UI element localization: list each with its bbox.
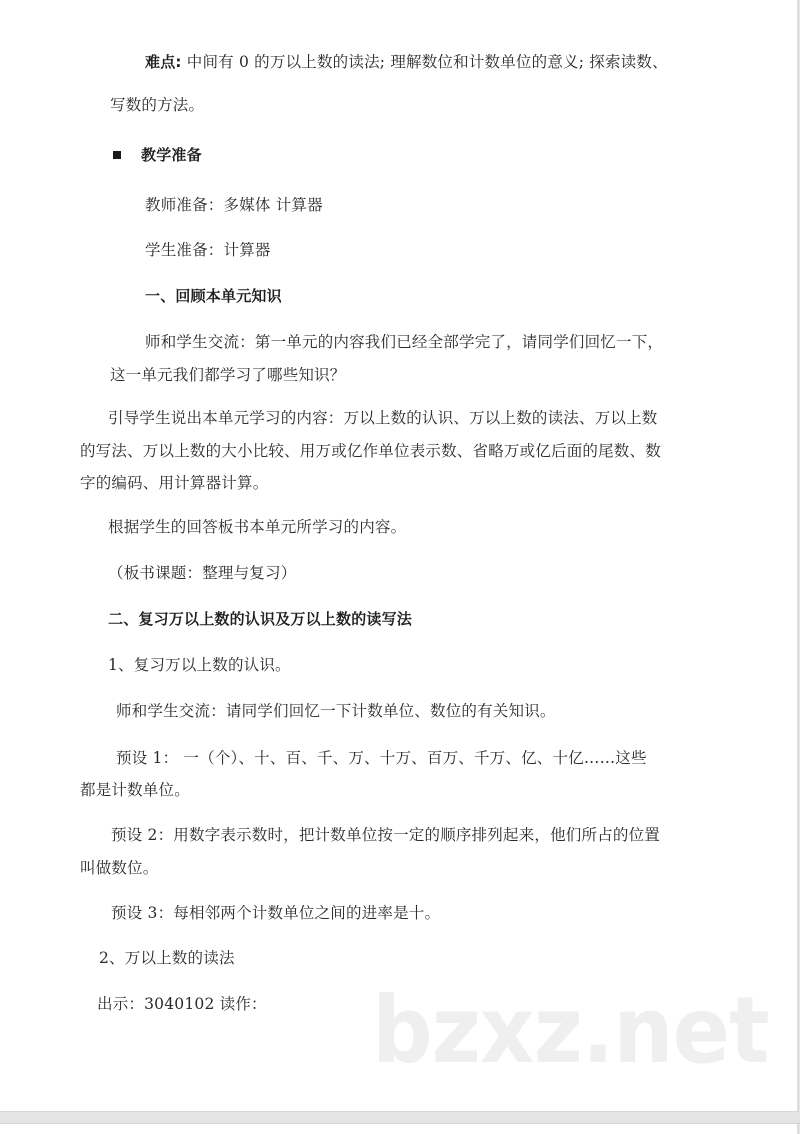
section-two-sub2: 2、万以上数的读法 (99, 949, 235, 967)
section-two-heading: 二、复习万以上数的认识及万以上数的读写法 (108, 610, 413, 628)
board-title: （板书课题：整理与复习） (108, 564, 297, 582)
preset2-line-1: 预设 2：用数字表示数时，把计数单位按一定的顺序排列起来，他们所占的位置 (111, 826, 660, 844)
student-preparation: 学生准备：计算器 (145, 241, 271, 259)
teacher-preparation: 教师准备：多媒体 计算器 (145, 196, 323, 214)
section-one-guide-1: 引导学生说出本单元学习的内容：万以上数的认识、万以上数的读法、万以上数 (108, 409, 658, 427)
preset1-line-2: 都是计数单位。 (80, 781, 190, 799)
section-one-guide-2: 的写法、万以上数的大小比较、用万或亿作单位表示数、省略万或亿后面的尾数、数 (80, 442, 661, 460)
preset2-line-2: 叫做数位。 (80, 859, 159, 877)
board-note: 根据学生的回答板书本单元所学习的内容。 (108, 518, 407, 536)
watermark: bzxz.net (372, 977, 769, 1084)
page-separator (0, 1112, 800, 1124)
difficulty-label: 难点: (145, 53, 182, 71)
preset1-line-1: 预设 1： 一（个）、十、百、千、万、十万、百万、千万、亿、十亿……这些 (116, 749, 647, 767)
section-one-guide-3: 字的编码、用计算器计算。 (80, 474, 269, 492)
preset3: 预设 3：每相邻两个计数单位之间的进率是十。 (111, 904, 441, 922)
next-page-top (0, 1124, 799, 1134)
square-bullet-icon (113, 151, 121, 159)
section-two-sub1: 1、复习万以上数的认识。 (108, 656, 291, 674)
section-one-exchange-2: 这一单元我们都学习了哪些知识？ (110, 366, 346, 384)
section-two-exchange: 师和学生交流：请同学们回忆一下计数单位、数位的有关知识。 (116, 702, 556, 720)
section-one-heading: 一、回顾本单元知识 (145, 287, 282, 305)
difficulty-text-2: 写数的方法。 (110, 96, 205, 114)
difficulty-line (145, 52, 668, 72)
difficulty-text-1: 中间有 0 的万以上数的读法; 理解数位和计数单位的意义; 探索读数、 (186, 53, 668, 71)
section-one-exchange-1: 师和学生交流：第一单元的内容我们已经全部学完了，请同学们回忆一下， (145, 333, 664, 351)
preparation-heading: 教学准备 (141, 146, 202, 164)
show-number: 出示：3040102 读作： (97, 995, 267, 1013)
